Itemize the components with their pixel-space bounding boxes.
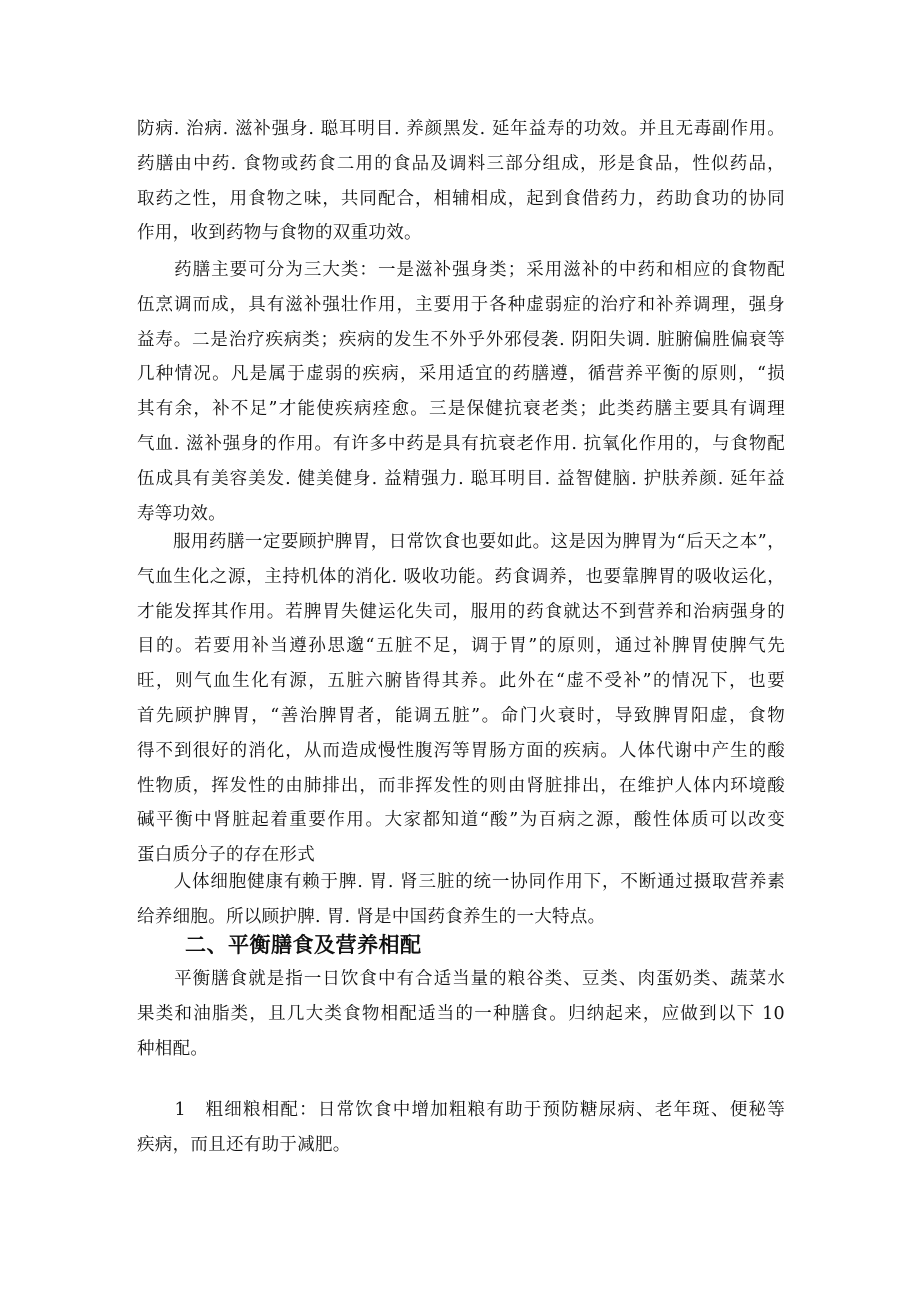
text-line: 首先顾护脾胃，“善治脾胃者，能调五脏”。命门火衰时，导致脾胃阳虚，食物 (137, 705, 785, 726)
paragraph-coarse-fine-grains (137, 1093, 785, 1163)
text-line: 气血生化之源，主持机体的消化. 吸收功能。药食调养，也要靠脾胃的吸收运化， (137, 566, 785, 587)
text-line: 其有余，补不足”才能使疾病痊愈。三是保健抗衰老类；此类药膳主要具有调理 (137, 399, 785, 420)
paragraph-three-categories (137, 253, 785, 531)
text-line: 寿等功效。 (137, 503, 226, 524)
text-line: 得不到很好的消化，从而造成慢性腹泻等胃肠方面的疾病。人体代谢中产生的酸 (137, 740, 785, 761)
text-line: 取药之性，用食物之味，共同配合，相辅相成，起到食借药力，药助食功的协同 (137, 188, 785, 209)
text-line: 几种情况。凡是属于虚弱的疾病，采用适宜的药膳遵，循营养平衡的原则，“损 (137, 364, 785, 385)
text-line: 药膳主要可分为三大类：一是滋补强身类；采用滋补的中药和相应的食物配 (137, 260, 785, 280)
text-line: 种相配。 (137, 1038, 209, 1059)
text-line: 才能发挥其作用。若脾胃失健运化失司，服用的药食就达不到营养和治病强身的 (137, 601, 785, 622)
text-line: 服用药膳一定要顾护脾胃，日常饮食也要如此。这是因为脾胃为“后天之本”， (137, 532, 785, 552)
text-line: 药膳由中药. 食物或药食二用的食品及调料三部分组成，形是食品，性似药品， (137, 153, 785, 174)
text-line: 碱平衡中肾脏起着重要作用。大家都知道“酸”为百病之源，酸性体质可以改变 (137, 810, 785, 831)
paragraph-medicinal-diet-effects (137, 112, 785, 251)
text-line: 给养细胞。所以顾护脾. 胃. 肾是中国药食养生的一大特点。 (137, 906, 606, 927)
text-line: 作用，收到药物与食物的双重功效。 (137, 223, 422, 244)
text-line: 果类和油脂类，且几大类食物相配适当的一种膳食。归纳起来，应做到以下 10 (137, 1003, 785, 1024)
text-line: 1 粗细粮相配：日常饮食中增加粗粮有助于预防糖尿病、老年斑、便秘等 (137, 1100, 785, 1120)
text-line: 伍成具有美容美发. 健美健身. 益精强力. 聪耳明目. 益智健脑. 护肤养颜. 延年益 (137, 468, 785, 489)
text-line: 益寿。二是治疗疾病类；疾病的发生不外乎外邪侵袭. 阴阳失调. 脏腑偏胜偏衰等 (137, 329, 785, 350)
text-line: 目的。若要用补当遵孙思邈“五脏不足，调于胃”的原则，通过补脾胃使脾气先 (137, 636, 785, 657)
text-line: 性物质，挥发性的由肺排出，而非挥发性的则由肾脏排出，在维护人体内环境酸 (137, 775, 785, 796)
text-line: 人体细胞健康有赖于脾. 胃. 肾三脏的统一协同作用下，不断通过摄取营养素 (137, 872, 785, 892)
paragraph-cell-health (137, 865, 785, 935)
text-line: 旺，则气血生化有源，五脏六腑皆得其养。此外在“虚不受补”的情况下，也要 (137, 671, 785, 692)
paragraph-balanced-diet (137, 962, 785, 1066)
text-line: 伍烹调而成，具有滋补强壮作用，主要用于各种虚弱症的治疗和补养调理，强身 (137, 294, 785, 315)
paragraph-spleen-stomach-care (137, 525, 785, 873)
text-line: 防病. 治病. 滋补强身. 聪耳明目. 养颜黑发. 延年益寿的功效。并且无毒副作用。 (137, 119, 785, 139)
section-heading: 二、平衡膳食及营养相配 (185, 933, 422, 957)
text-line: 蛋白质分子的存在形式 (137, 845, 315, 866)
text-line: 平衡膳食就是指一日饮食中有合适当量的粮谷类、豆类、肉蛋奶类、蔬菜水 (137, 969, 785, 989)
text-line: 气血. 滋补强身的作用。有许多中药是具有抗衰老作用. 抗氧化作用的，与食物配 (137, 433, 785, 454)
text-line: 疾病，而且还有助于减肥。 (137, 1134, 351, 1155)
